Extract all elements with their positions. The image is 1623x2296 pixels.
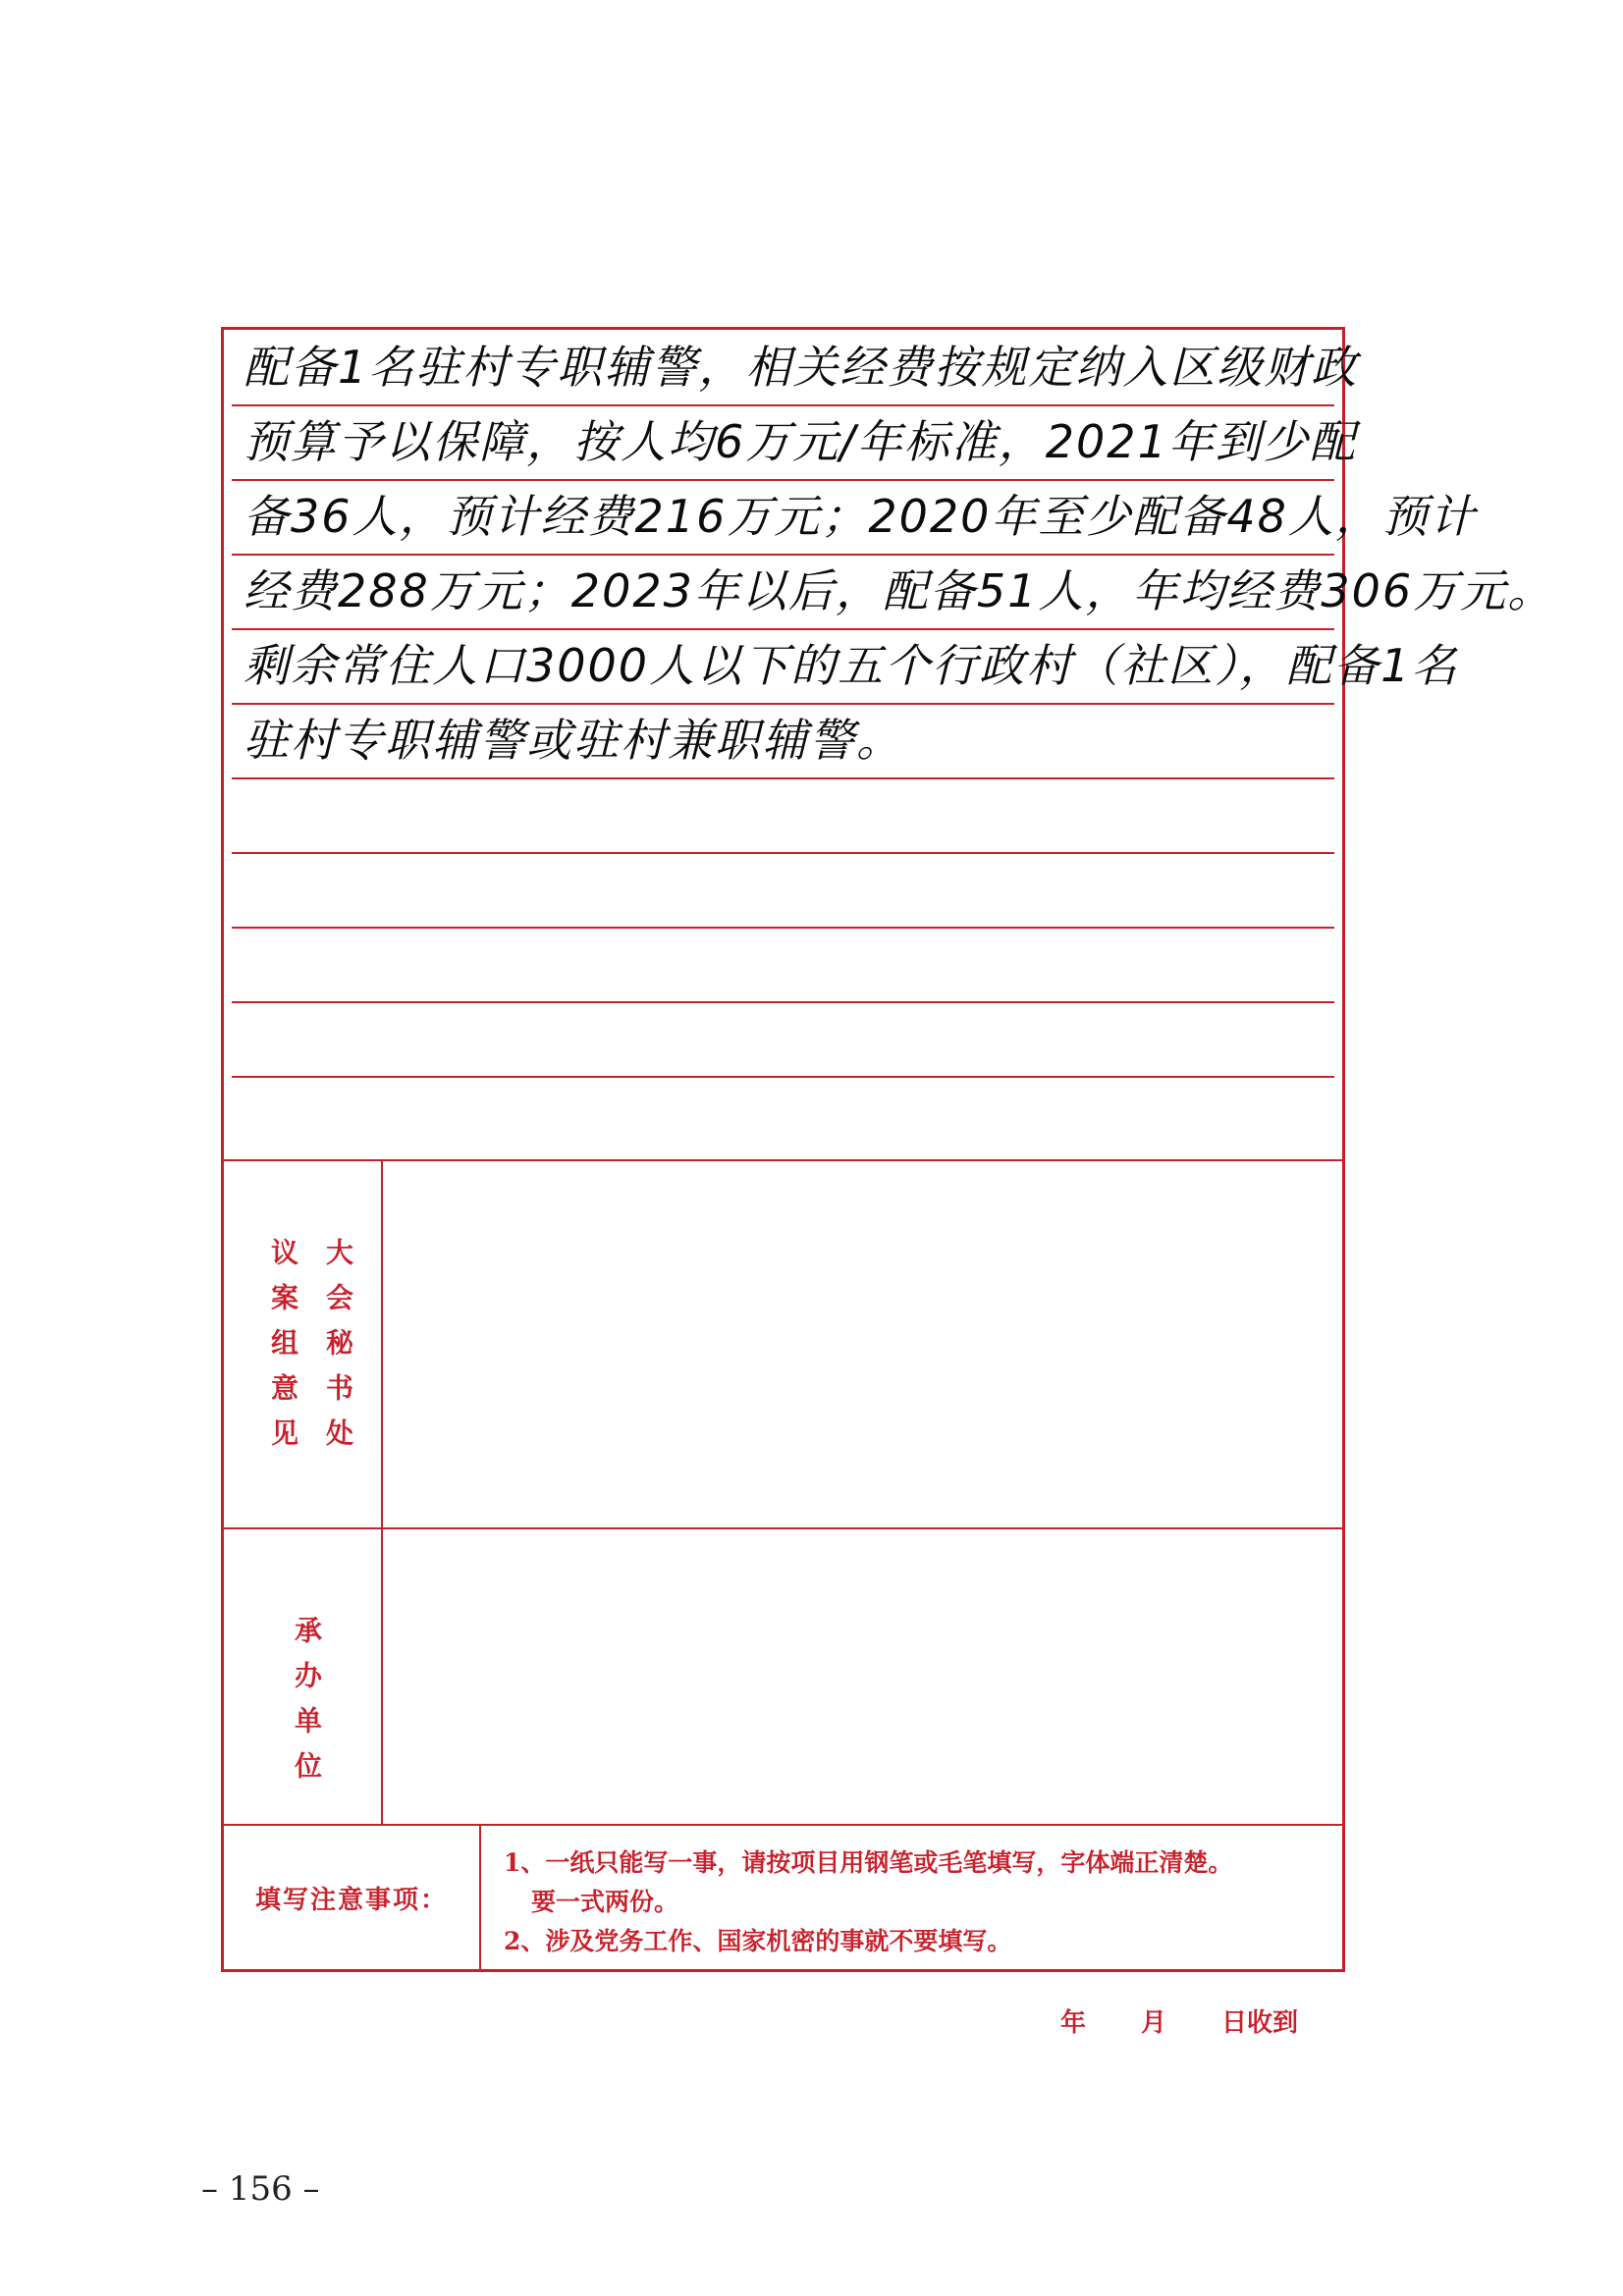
handling-unit-label-cell [224,1529,383,1824]
ruled-line [232,777,1334,779]
filling-notes-label: 填写注意事项： [224,1826,481,1969]
ruled-line [232,554,1334,556]
ruled-line [232,1001,1334,1003]
secretariat-label-cell [224,1159,383,1527]
note-item-2: 2、涉及党务工作、国家机密的事就不要填写。 [504,1927,1012,1955]
handwriting-line: 剩余常住人口3000人以下的五个行政村（社区），配备1名 [243,639,1459,692]
filling-notes-row [224,1826,1342,1969]
handwriting-line: 经费288万元；2023年以后，配备51人，年均经费306万元。 [243,564,1555,617]
ruled-line [232,404,1334,406]
handling-unit-row [224,1529,1342,1826]
handwriting-line: 备36人，预计经费216万元；2020年至少配备48人，预计 [243,490,1477,543]
proposal-form [221,327,1555,1972]
note-item-1-continued: 要一式两份。 [531,1888,679,1916]
secretariat-label-right: 议案组意见 [267,1238,299,1464]
ruled-line [232,852,1334,854]
handwriting-line: 驻村专职辅警或驻村兼职辅警。 [243,714,903,767]
ruled-line [232,1076,1334,1078]
note-item-1: 1、一纸只能写一事，请按项目用钢笔或毛笔填写，字体端正清楚。 [504,1848,1233,1877]
filling-notes-text [504,1843,1332,1961]
ruled-line [232,628,1334,630]
ruled-line [232,703,1334,705]
received-date [1060,2002,1298,2039]
handling-unit-label: 承办单位 [291,1616,323,1796]
received-year: 年 [1060,2008,1087,2038]
ruled-line [232,479,1334,481]
handwriting-line: 预算予以保障，按人均6万元/年标准，2021年到少配 [243,415,1357,468]
page-number: – 156 – [201,2169,320,2209]
handwritten-content-area [224,330,1555,1161]
secretariat-label-left: 大会秘书处 [322,1238,354,1464]
received-day: 日收到 [1221,2008,1299,2038]
ruled-line [232,927,1334,929]
received-month: 月 [1141,2008,1167,2038]
secretariat-opinion-row [224,1159,1342,1529]
handwriting-line: 配备1名驻村专职辅警，相关经费按规定纳入区级财政 [243,341,1359,394]
